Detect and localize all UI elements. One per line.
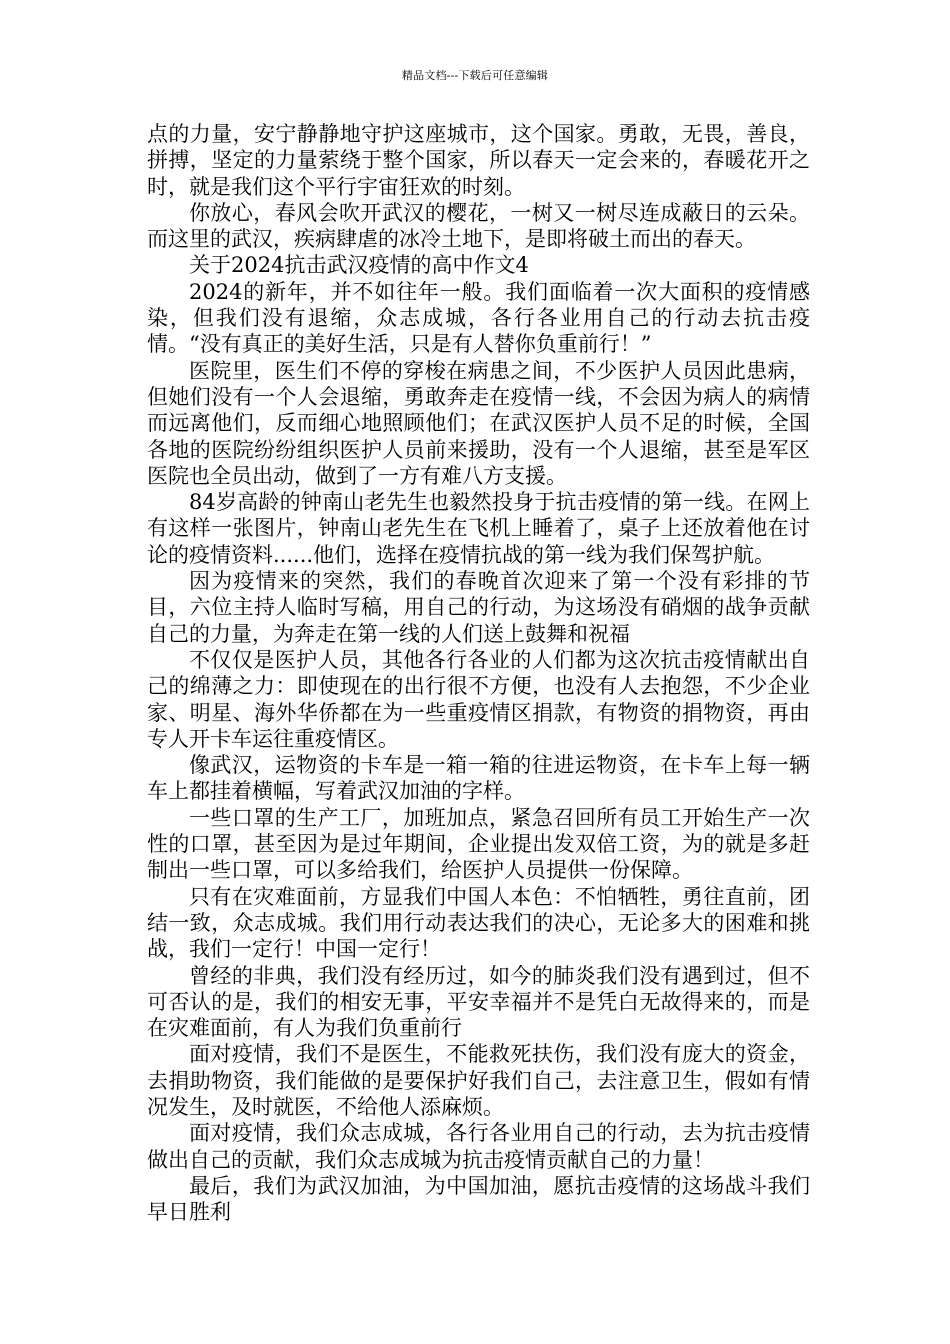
- paragraph-1: 点的力量，安宁静静地守护这座城市，这个国家。勇敢，无畏，善良，拼搏，坚定的力量萦绕于整个国家，所以春天一定会来的，春暖花开之时，就是我们这个平行宇宙狂欢的时刻。: [147, 122, 810, 199]
- paragraph-6: 84岁高龄的钟南山老先生也毅然投身于抗击疫情的第一线。在网上有这样一张图片，钟南山老先生在飞机上睡着了，桌子上还放着他在讨论的疫情资料......他们，选择在疫情抗战的第一线为我们保驾护航。: [147, 490, 810, 567]
- paragraph-7: 因为疫情来的突然，我们的春晚首次迎来了第一个没有彩排的节目，六位主持人临时写稿，用自己的行动，为这场没有硝烟的战争贡献自己的力量，为奔走在第一线的人们送上鼓舞和祝福: [147, 569, 810, 646]
- paragraph-10: 一些口罩的生产工厂，加班加点，紧急召回所有员工开始生产一次性的口罩，甚至因为是过年期间，企业提出发双倍工资，为的就是多赶制出一些口罩，可以多给我们，给医护人员提供一份保障。: [147, 805, 810, 883]
- paragraph-2: 你放心，春风会吹开武汉的樱花，一树又一树尽连成蔽日的云朵。而这里的武汉，疾病肆虐的冰冷土地下，是即将破土而出的春天。: [147, 200, 810, 252]
- document-body: [147, 121, 810, 1225]
- paragraph-5: 医院里，医生们不停的穿梭在病患之间，不少医护人员因此患病，但她们没有一个人会退缩，勇敢奔走在疫情一线，不会因为病人的病情而远离他们，反而细心地照顾他们；在武汉医护人员不足的时候，全国各地的医院纷纷组织医护人员前来援助，没有一个人退缩，甚至是军区医院也全员出动，做到了一方有难八方支援。: [147, 358, 810, 488]
- essay-title: 关于2024抗击武汉疫情的高中作文4: [189, 253, 529, 278]
- paragraph-13: 面对疫情，我们不是医生，不能救死扶伤，我们没有庞大的资金，去捐助物资，我们能做的是要保护好我们自己，去注意卫生，假如有情况发生，及时就医，不给他人添麻烦。: [147, 1042, 810, 1119]
- page-header: 精品文档---下载后可任意编辑: [401, 69, 549, 82]
- paragraph-14: 面对疫情，我们众志成城，各行各业用自己的行动，去为抗击疫情做出自己的贡献，我们众志成城为抗击疫情贡献自己的力量！: [147, 1121, 810, 1172]
- paragraph-11: 只有在灾难面前，方显我们中国人本色：不怕牺牲，勇往直前，团结一致，众志成城。我们用行动表达我们的决心，无论多大的困难和挑战，我们一定行！中国一定行！: [147, 884, 810, 962]
- paragraph-12: 曾经的非典，我们没有经历过，如今的肺炎我们没有遇到过，但不可否认的是，我们的相安无事，平安幸福并不是凭白无故得来的，而是在灾难面前，有人为我们负重前行: [147, 963, 810, 1041]
- paragraph-4: 2024的新年，并不如往年一般。我们面临着一次大面积的疫情感染，但我们没有退缩，众志成城，各行各业用自己的行动去抗击疫情。“没有真正的美好生活，只是有人替你负重前行！”: [147, 279, 810, 357]
- paragraph-15: 最后，我们为武汉加油，为中国加油，愿抗击疫情的这场战斗我们早日胜利: [147, 1173, 810, 1225]
- paragraph-9: 像武汉，运物资的卡车是一箱一箱的往进运物资，在卡车上每一辆车上都挂着横幅，写着武汉加油的字样。: [147, 753, 810, 804]
- paragraph-8: 不仅仅是医护人员，其他各行各业的人们都为这次抗击疫情献出自己的绵薄之力：即使现在的出行很不方便，也没有人去抱怨，不少企业家、明星、海外华侨都在为一些重疫情区捐款，有物资的捐物资，再由专人开卡车运往重疫情区。: [147, 647, 810, 751]
